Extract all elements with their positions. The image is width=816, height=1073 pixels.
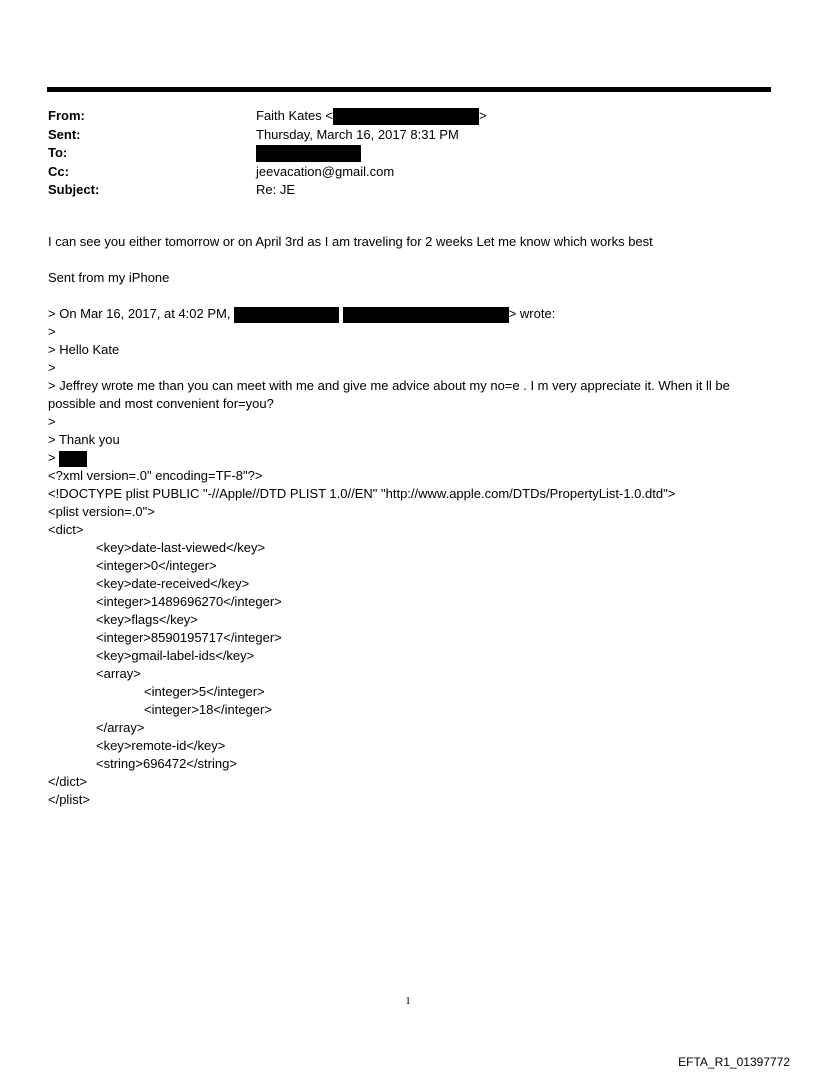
xml-line: <integer>8590195717</integer> [96, 630, 282, 645]
xml-line: </array> [96, 720, 145, 735]
from-label: From: [48, 108, 85, 123]
quote-wrote-text: > wrote: [508, 306, 556, 321]
sent-label: Sent: [48, 126, 81, 142]
quote-line: > [48, 360, 56, 375]
xml-line: <key>gmail-label-ids</key> [96, 648, 255, 663]
xml-line: <key>date-last-viewed</key> [96, 540, 266, 555]
redaction-box [59, 451, 87, 467]
cc-value: jeevacation@gmail.com [256, 163, 395, 179]
subject-value: Re: JE [256, 182, 296, 197]
xml-line: <string>696472</string> [96, 756, 237, 771]
quote-intro [48, 305, 768, 323]
bates-number: EFTA_R1_01397772 [678, 1055, 790, 1069]
page-number: 1 [405, 995, 411, 1007]
to-value [256, 144, 361, 163]
redaction-box [333, 108, 479, 125]
quote-intro-text: > On Mar 16, 2017, at 4:02 PM, [48, 306, 231, 321]
cc-label: Cc: [48, 163, 69, 179]
sent-value: Thursday, March 16, 2017 8:31 PM [256, 126, 459, 142]
xml-line: </plist> [48, 792, 90, 807]
xml-line: <array> [96, 666, 141, 681]
redaction-box [256, 145, 361, 162]
xml-line: <integer>0</integer> [96, 558, 217, 573]
quote-line: > [48, 414, 56, 429]
xml-line: <integer>18</integer> [144, 702, 272, 717]
message-text: I can see you either tomorrow or on April 3rd as I am traveling for 2 weeks Let me know which works best [48, 234, 653, 249]
signature-text: Sent from my iPhone [48, 270, 170, 285]
quote-line: > [48, 324, 56, 339]
xml-line: <?xml version=.0" encoding=TF-8"?> [48, 468, 263, 483]
email-body [48, 233, 768, 809]
xml-line: <integer>5</integer> [144, 684, 265, 699]
from-close: > [478, 108, 487, 123]
redaction-box [234, 307, 339, 323]
xml-line: <!DOCTYPE plist PUBLIC "-//Apple//DTD PLIST 1.0//EN" "http://www.apple.com/DTDs/PropertyList-1.0.dtd"> [48, 486, 676, 501]
from-value [256, 107, 487, 126]
redaction-box [343, 307, 509, 323]
quote-line: > Thank you [48, 432, 120, 447]
quote-line: > Jeffrey wrote me than you can meet with me and give me advice about my no=e . I m very appreciate it. When it ll be possible and most convenient for=you? [48, 378, 734, 411]
xml-line: <plist version=.0"> [48, 504, 155, 519]
xml-line: </dict> [48, 774, 88, 789]
xml-line: <key>flags</key> [96, 612, 198, 627]
xml-line: <integer>1489696270</integer> [96, 594, 282, 609]
header-rule [47, 87, 771, 92]
from-name: Faith Kates < [256, 108, 333, 123]
quote-line: > Hello Kate [48, 342, 120, 357]
xml-line: <key>date-received</key> [96, 576, 250, 591]
xml-line: <key>remote-id</key> [96, 738, 226, 753]
subject-label: Subject: [48, 182, 100, 197]
to-label: To: [48, 145, 68, 160]
quote-line: > [48, 449, 768, 467]
xml-line: <dict> [48, 522, 84, 537]
